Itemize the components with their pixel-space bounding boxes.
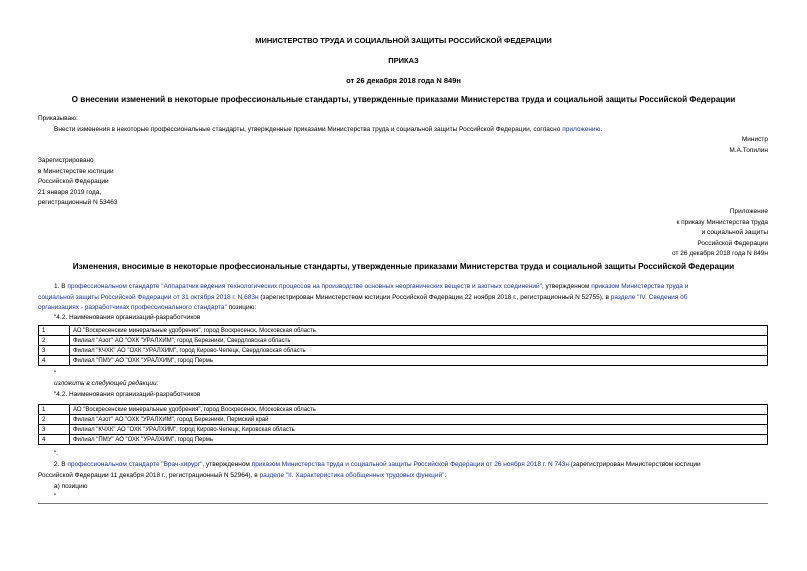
order-body-end: . — [600, 126, 603, 133]
row-org: АО "Воскресенские минеральные удобрения", город Воскресенск, Московская область — [70, 326, 768, 336]
item1-subheading: "4.2. Наименования организаций-разработчиков — [54, 314, 201, 321]
item1-end: ". — [54, 450, 59, 457]
section-iv-link-cont[interactable]: организациях - разработчиках профессионального стандарта" — [38, 304, 227, 311]
row-number: 3 — [39, 425, 70, 435]
registration-line: Российской Федерации — [38, 178, 109, 185]
page-title: О внесении изменений в некоторые профессиональные стандарты, утвержденные приказами Министерства труда и социальной защиты Российской Федерации — [71, 95, 736, 104]
registration-block — [38, 156, 118, 209]
row-number: 4 — [39, 356, 70, 366]
item1-paragraph — [38, 282, 768, 314]
row-number: 1 — [39, 326, 70, 336]
row-number: 3 — [39, 346, 70, 356]
row-org: Филиал "КЧХК" АО "ОХК "УРАЛХИМ", город Кирово-Чепецк, Кировская область — [70, 425, 768, 435]
registration-line: 21 января 2019 года, — [38, 188, 102, 196]
signature-position: Министр — [741, 136, 768, 143]
table-row — [39, 346, 768, 356]
ministry-name: МИНИСТЕРСТВО ТРУДА И СОЦИАЛЬНОЙ ЗАЩИТЫ РОССИЙСКОЙ ФЕДЕРАЦИИ — [255, 36, 552, 45]
item2-paragraph — [38, 460, 768, 481]
table-row — [39, 415, 768, 425]
table-row — [39, 356, 768, 366]
section-ii-link[interactable]: разделе "II. Характеристика обобщенных трудовых функций" — [259, 471, 445, 479]
table-row — [39, 405, 768, 415]
order-743n-link[interactable]: приказом Министерства труда и социальной защиты Российской Федерации от 26 ноября 2018 г. N 743н — [251, 461, 569, 468]
row-org: Филиал "ПМУ" АО "ОХК "УРАЛХИМ", город Пермь — [70, 356, 768, 366]
item1-text: , утвержденном — [541, 283, 592, 290]
item2-text: Российской Федерации 11 декабря 2018 г., регистрационный N 52964), в — [38, 471, 260, 479]
row-org: АО "Воскресенские минеральные удобрения", город Воскресенск, Московская область — [70, 405, 768, 415]
item1-quote-close: " — [54, 370, 57, 377]
item1-text: (зарегистрирован Министерством юстиции Российской Федерации 22 ноября 2018 г., регистрационный N 52755), в — [258, 293, 611, 301]
item1-subheading-new: "4.2. Наименования организаций-разработчиков — [54, 391, 201, 398]
section-iv-link[interactable]: разделе "IV. Сведения об — [610, 293, 688, 301]
item2-text: 2. В — [54, 461, 68, 468]
surgeon-standard-link[interactable]: профессиональном стандарте "Врач-хирург" — [67, 461, 203, 468]
organizations-table-old — [38, 325, 768, 366]
order-683n-link-cont[interactable]: социальной защиты Российской Федерации от 31 октября 2018 г. N 683н — [38, 293, 259, 301]
registration-line: Зарегистрировано — [38, 157, 94, 164]
row-org: Филиал "ПМУ" АО "ОХК "УРАЛХИМ", город Пермь — [70, 435, 768, 445]
item2-text: (зарегистрирован Министерством юстиции — [568, 461, 701, 468]
item2-text: , утвержденном — [202, 461, 252, 468]
doc-type: ПРИКАЗ — [388, 56, 419, 65]
item1-new-edition: изложить в следующей редакции: — [54, 380, 159, 387]
row-number: 4 — [39, 435, 70, 445]
prof-standard-link[interactable]: профессиональном стандарте "Аппаратчик ведения технологических процессов на производстве основных неорганических веществ и азотных соединений" — [67, 283, 542, 290]
item2-text: : — [444, 471, 447, 479]
appendix-line: от 26 декабря 2018 года N 849н — [671, 250, 768, 257]
row-number: 1 — [39, 405, 70, 415]
row-org: Филиал "Азот" АО "ОХК "УРАЛХИМ", город Березники, Свердловская область — [70, 336, 768, 346]
table-row — [39, 435, 768, 445]
appendix-line: и социальной защиты — [701, 229, 768, 236]
order-body — [54, 125, 602, 136]
doc-date-number: от 26 декабря 2018 года N 849н — [346, 76, 461, 85]
signature-name: М.А.Топилин — [729, 147, 768, 154]
row-org: Филиал "Азот" АО "ОХК "УРАЛХИМ", город Березники, Пермский край — [70, 415, 768, 425]
row-org: Филиал "КЧХК" АО "ОХК "УРАЛХИМ", город Кирово-Чепецк, Свердловская область — [70, 346, 768, 356]
registration-line: регистрационный N 53463 — [38, 199, 118, 206]
appendix-line: Приложение — [729, 208, 768, 215]
item2-quote: " — [54, 493, 57, 500]
appendix-header — [672, 207, 768, 260]
divider — [38, 503, 768, 504]
order-683n-link[interactable]: приказом Министерства труда и — [591, 283, 689, 290]
table-row — [39, 425, 768, 435]
appendix-line: Российской Федерации — [697, 239, 768, 247]
table-row — [39, 336, 768, 346]
order-prikazyvayu: Приказываю: — [38, 115, 78, 122]
appendix-line: к приказу Министерства труда — [676, 218, 768, 226]
organizations-table-new — [38, 404, 768, 445]
row-number: 2 — [39, 336, 70, 346]
changes-title: Изменения, вносимые в некоторые профессиональные стандарты, утвержденные приказами Министерства труда и социальной защиты Российской Федерации — [72, 262, 735, 271]
table-row — [39, 326, 768, 336]
row-number: 2 — [39, 415, 70, 425]
registration-line: в Министерстве юстиции — [38, 167, 114, 175]
item1-text: 1. В — [54, 283, 68, 290]
item1-text: позицию: — [226, 304, 257, 311]
item2-sub-a: а) позицию — [54, 483, 88, 490]
appendix-link[interactable]: приложению — [562, 126, 601, 133]
order-body-text: Внести изменения в некоторые профессиональные стандарты, утвержденные приказами Министерства труда и социальной защиты Российской Федерации, согласно — [54, 126, 563, 133]
